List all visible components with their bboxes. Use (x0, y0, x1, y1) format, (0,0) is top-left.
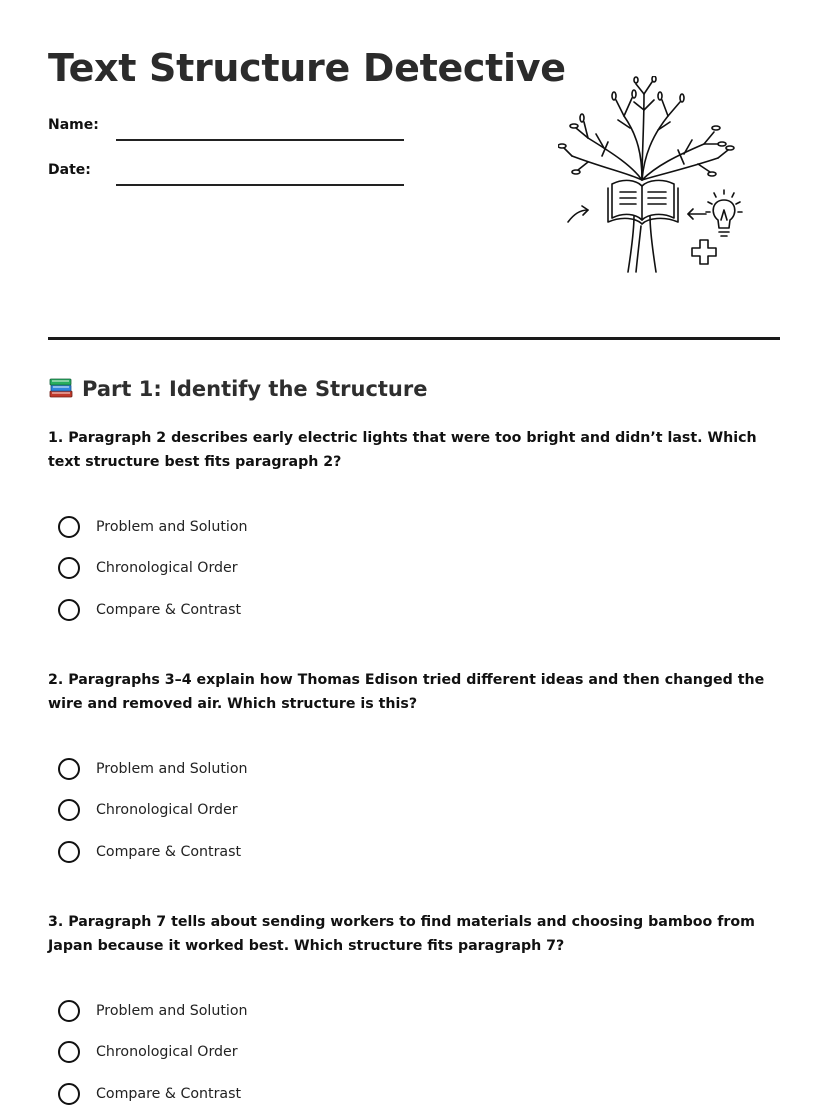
date-field[interactable] (48, 162, 408, 192)
question-2 (48, 668, 778, 860)
q2-option-compare-contrast[interactable] (58, 831, 248, 873)
part1-heading-text: Part 1: Identify the Structure (82, 377, 428, 401)
radio-button[interactable] (58, 1083, 80, 1105)
radio-button[interactable] (58, 799, 80, 821)
q2-option-chronological[interactable] (58, 790, 248, 832)
option-label: Compare & Contrast (96, 1085, 242, 1102)
question-1-options (58, 506, 248, 631)
option-label: Chronological Order (96, 560, 238, 577)
question-1 (48, 426, 778, 618)
radio-button[interactable] (58, 516, 80, 538)
name-field[interactable] (48, 117, 408, 147)
date-label: Date: (48, 162, 91, 178)
question-3 (48, 910, 778, 1102)
radio-button[interactable] (58, 1000, 80, 1022)
option-label: Compare & Contrast (96, 601, 242, 618)
q3-option-compare-contrast[interactable] (58, 1073, 248, 1115)
q1-option-compare-contrast[interactable] (58, 589, 248, 631)
radio-button[interactable] (58, 599, 80, 621)
date-line[interactable] (116, 184, 404, 186)
q1-option-problem-solution[interactable] (58, 506, 248, 548)
books-icon (48, 374, 74, 400)
name-label: Name: (48, 117, 99, 133)
question-1-text: 1. Paragraph 2 describes early electric lights that were too bright and didn’t last. Which text structure best fits paragraph 2? (48, 430, 757, 470)
radio-button[interactable] (58, 1041, 80, 1063)
question-2-options (58, 748, 248, 873)
radio-button[interactable] (58, 841, 80, 863)
question-2-text: 2. Paragraphs 3–4 explain how Thomas Edison tried different ideas and then changed the wire and removed air. Which structure is this? (48, 672, 765, 712)
question-3-text: 3. Paragraph 7 tells about sending workers to find materials and choosing bamboo from Japan because it worked best. Which structure fits paragraph 7? (48, 914, 755, 954)
book-tree-lightbulb-icon (558, 76, 748, 280)
option-label: Problem and Solution (96, 1002, 248, 1019)
option-label: Problem and Solution (96, 760, 248, 777)
header-divider (48, 337, 780, 340)
part1-heading (48, 374, 428, 401)
q2-option-problem-solution[interactable] (58, 748, 248, 790)
option-label: Chronological Order (96, 802, 238, 819)
option-label: Problem and Solution (96, 518, 248, 535)
option-label: Compare & Contrast (96, 843, 242, 860)
q3-option-problem-solution[interactable] (58, 990, 248, 1032)
option-label: Chronological Order (96, 1044, 238, 1061)
question-3-options (58, 990, 248, 1115)
radio-button[interactable] (58, 758, 80, 780)
name-line[interactable] (116, 139, 404, 141)
worksheet-title: Text Structure Detective (48, 46, 566, 90)
q1-option-chronological[interactable] (58, 548, 248, 590)
radio-button[interactable] (58, 557, 80, 579)
q3-option-chronological[interactable] (58, 1032, 248, 1074)
